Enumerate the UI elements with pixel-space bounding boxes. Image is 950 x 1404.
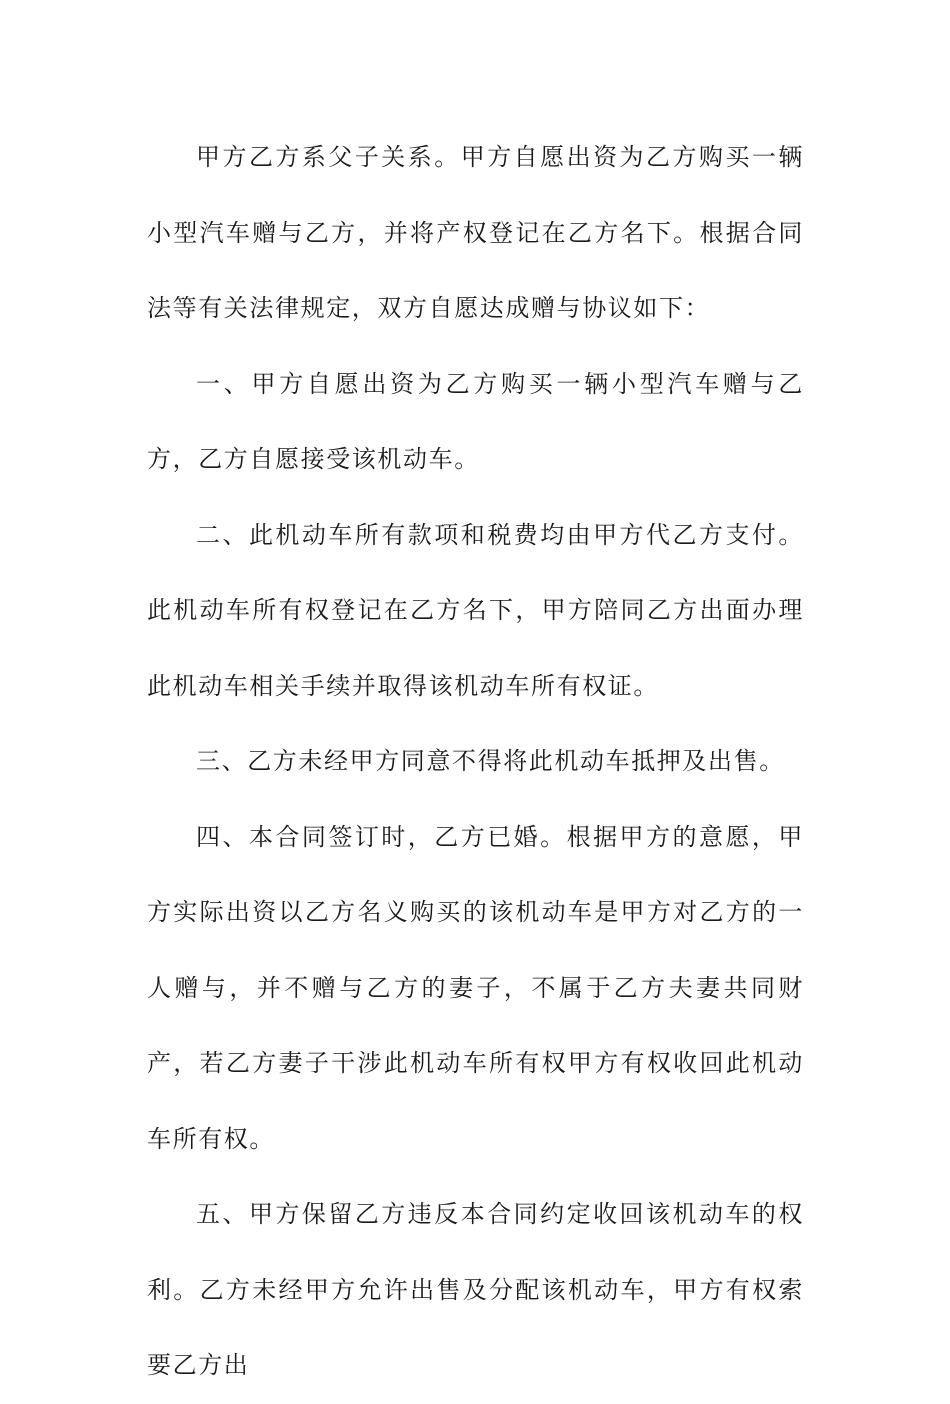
paragraph-clause-5: 五、甲方保留乙方违反本合同约定收回该机动车的权利。乙方未经甲方允许出售及分配该机动车，甲方有权索要乙方出 bbox=[147, 1200, 804, 1379]
paragraph-clause-4: 四、本合同签订时，乙方已婚。根据甲方的意愿，甲方实际出资以乙方名义购买的该机动车是甲方对乙方的一人赠与，并不赠与乙方的妻子，不属于乙方夫妻共同财产，若乙方妻子干涉此机动车所有权甲方有权收回此机动车所有权。 bbox=[147, 822, 804, 1153]
paragraph-clause-2: 二、此机动车所有款项和税费均由甲方代乙方支付。此机动车所有权登记在乙方名下，甲方陪同乙方出面办理此机动车相关手续并取得该机动车所有权证。 bbox=[147, 520, 804, 700]
paragraph-clause-1: 一、甲方自愿出资为乙方购买一辆小型汽车赠与乙方，乙方自愿接受该机动车。 bbox=[147, 369, 804, 473]
document-body bbox=[147, 120, 804, 1404]
paragraph-clause-3: 三、乙方未经甲方同意不得将此机动车抵押及出售。 bbox=[196, 747, 785, 775]
paragraph-intro: 甲方乙方系父子关系。甲方自愿出资为乙方购买一辆小型汽车赠与乙方，并将产权登记在乙方名下。根据合同法等有关法律规定，双方自愿达成赠与协议如下： bbox=[147, 143, 804, 322]
